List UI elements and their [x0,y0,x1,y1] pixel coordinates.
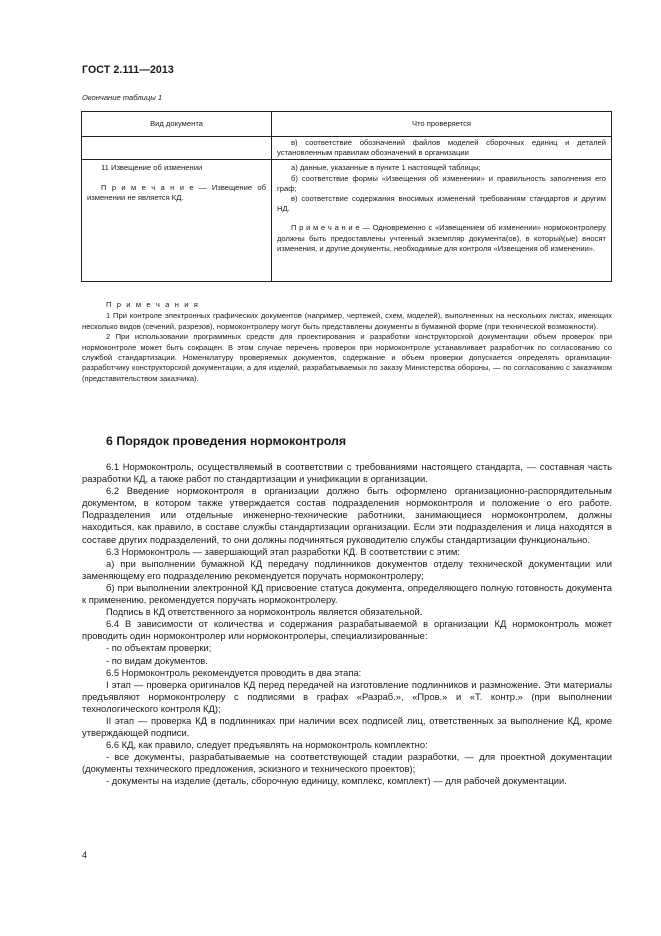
cell-text: 11 Извещение об изменении [101,163,203,173]
list-item: - по видам документов. [106,654,208,666]
cell-note: П р и м е ч а н и е — Извещение об изменении не является КД. [87,182,266,202]
list-item: - документы на изделие (деталь, сборочную единицу, комплекс, комплект) — для рабочей документации. [106,775,567,787]
note-item: 2 При использовании программных средств для проектирования и разработки конструкторской документации объем проверок при нормоконтроле может быть сокращен. В этом случае перечень проверок при нормоконтроле устанавливает разработчик по согласованию со службой стандартизации. Номенклатуру проверяемых документов, содержание и объем проверки допускается определять организации-разработчику конструкторской документации, а для изделий, разрабатываемых по заказу Министерства обороны, — по согласованию с заказчиком (представительством заказчика). [82,332,612,383]
cell-text: в) соответствие обозначений файлов моделей сборочных единиц и деталей установленным правилам обозначений в организации [277,138,606,158]
list-item: - все документы, разрабатываемые на соответствующей стадии разработки, — для проектной документации (документы технического предложения, эскизного и технического проектов); [82,751,612,775]
paragraph: 6.1 Нормоконтроль, осуществляемый в соответствии с требованиями настоящего стандарта, — составная часть разработки КД, а также работ по стандартизации и унификации в организации. [82,461,612,485]
cell-text: а) данные, указанные в пункте 1 настоящей таблицы; [291,163,481,173]
inspection-table [81,111,612,282]
paragraph: Подпись в КД ответственного за нормоконтроль является обязательной. [106,606,423,618]
cell-text: б) соответствие формы «Извещения об изменении» и правильность заполнения его граф; [277,173,606,193]
column-header-checked-items: Что проверяется [272,112,612,137]
note-item: 1 При контроле электронных графических документов (например, чертежей, схем, моделей), выполненных на нескольких листах, имеющих несколько видов (сечений, разрезов), нормоконтролеру могут быть представлены документы в бумажной форме (при технической возможности). [82,311,612,331]
page-number: 4 [82,850,88,860]
document-code-header: ГОСТ 2.111—2013 [82,64,174,76]
paragraph: 6.6 КД, как правило, следует предъявлять на нормоконтроль комплектно: [106,739,428,751]
paragraph: 6.3 Нормоконтроль — завершающий этап разработки КД. В соответствии с этим: [106,545,460,557]
paragraph: 6.4 В зависимости от количества и содержания разрабатываемой в организации КД нормоконтроль может проводить один нормоконтролер или нормоконтролеры, специализированные: [82,618,612,642]
table-row [82,137,612,160]
paragraph: I этап — проверка оригиналов КД перед передачей на изготовление подлинников и размножение. Эти материалы предъявляют нормоконтролеру с подписями в графах «Разраб.», «Пров.» и «Т. контр.» (при выполнении технологического контроля КД); [82,678,612,714]
table-caption: Окончание таблицы 1 [82,93,163,102]
cell-note: П р и м е ч а н и е — Одновременно с «Извещением об изменении» нормоконтролеру должны быть предоставлены учтенный экземпляр документа(ов), в который(ые) вносят изменения, и другие документы, необходимые для контроля «Извещения об изменении». [277,223,606,253]
section-title: 6 Порядок проведения нормоконтроля [106,434,347,448]
section-body [82,461,612,788]
paragraph: б) при выполнении электронной КД присвоение статуса документа, определяющего полную готовность документа к применению, рекомендуется поручать нормоконтролеру. [82,581,612,606]
paragraph: 6.5 Нормоконтроль рекомендуется проводить в два этапа: [106,666,362,678]
table-cell [272,137,612,160]
paragraph: а) при выполнении бумажной КД передачу подлинников документов отделу технической документации или заменяющему его подразделению рекомендуется поручать нормоконтролеру; [82,557,612,581]
paragraph: 6.2 Введение нормоконтроля в организации должно быть оформлено организационно-распорядительным документом, в котором также утверждается состав подразделения нормоконтроля и положение о его работе. Подразделения или отдельные инженерно-технические работники, занимающиеся нормоконтролем, должны находиться, как правило, в составе службы стандартизации организации. Если эти подразделения и лица находятся в составе других подразделений, то они должны подчиняться руководителю службы стандартизации функционально. [82,485,612,545]
table-row [82,160,612,282]
table-notes [82,300,612,384]
table-header-row [82,112,612,137]
notes-heading: П р и м е ч а н и я [106,300,200,309]
table-cell [272,160,612,282]
list-item: - по объектам проверки; [106,642,212,654]
table-cell [82,160,272,282]
column-header-document-type: Вид документа [82,112,272,137]
table-cell-empty [82,137,272,160]
cell-text: в) соответствие содержания вносимых изменений требованиям стандартов и другим НД. [277,194,606,214]
paragraph: II этап — проверка КД в подлинниках при наличии всех подписей лиц, ответственных за выполнение КД, кроме утверждающей подписи. [82,714,612,739]
